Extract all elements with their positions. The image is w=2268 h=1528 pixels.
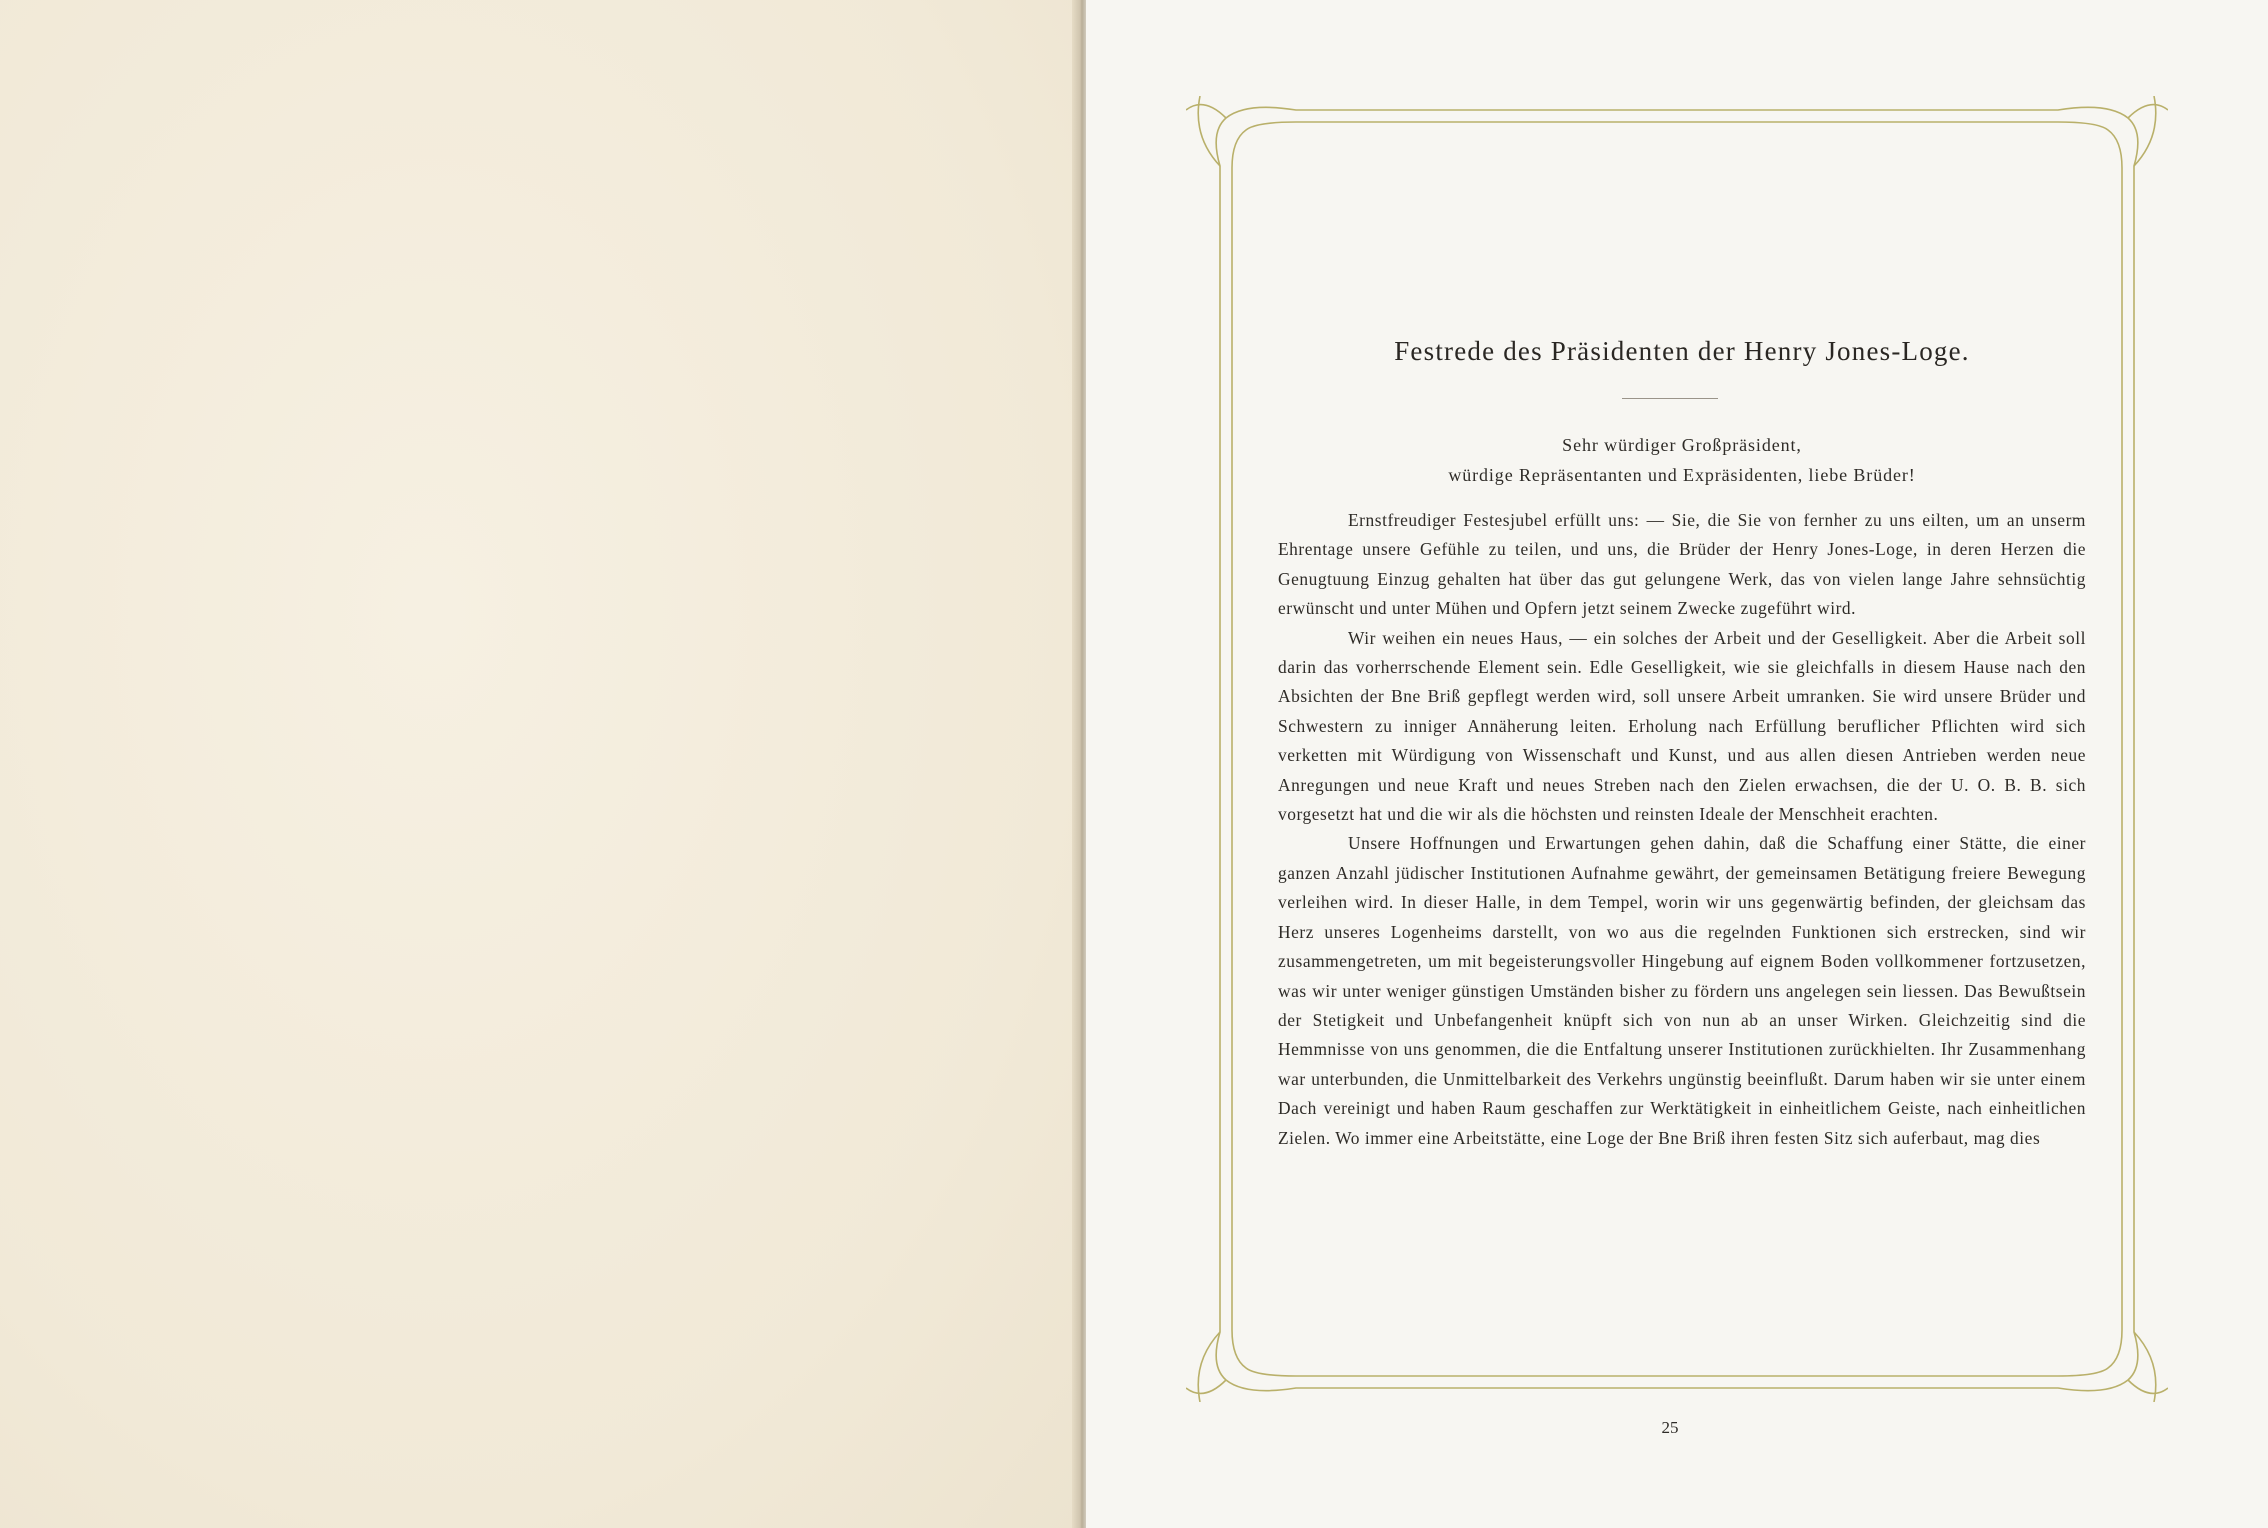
salutation (1272, 430, 2092, 490)
title-divider (1622, 398, 1718, 399)
page-title: Festrede des Präsidenten der Henry Jones-Loge. (1394, 336, 1970, 366)
paragraph: Unsere Hoffnungen und Erwartungen gehen dahin, daß die Schaffung einer Stätte, die einer ganzen Anzahl jüdischer Institutionen Aufnahme gewährt, der gemeinsamen Betätigung freiere Bewegung verleihen wird. In dieser Halle, in dem Tempel, worin wir uns gegenwärtig befinden, der gleichsam das Herz unseres Logenheims darstellt, von wo aus die regelnden Funktionen sich erstrecken, sind wir zusammengetreten, um mit begeisterungsvoller Hingebung auf eignem Boden vollkommener fortzusetzen, was wir unter weniger günstigen Umständen bisher zu fördern uns angelegen sein liessen. Das Bewußtsein der Stetigkeit und Unbefangenheit knüpft sich von nun ab an unser Wirken. Gleichzeitig sind die Hemmnisse von uns genommen, die die Entfaltung unserer Institutionen zurückhielten. Ihr Zusammenhang war unterbunden, die Unmittelbarkeit des Verkehrs ungünstig beeinflußt. Darum haben wir sie unter einem Dach vereinigt und haben Raum geschaffen zur Werktätigkeit in einheitlichem Geiste, nach einheitlichen Zielen. Wo immer eine Arbeitstätte, eine Loge der Bne Briß ihren festen Sitz sich auferbaut, mag dies (1278, 833, 2086, 1148)
paragraph: Ernstfreudiger Festesjubel erfüllt uns: — Sie, die Sie von fernher zu uns eilten, um an unserm Ehrentage unsere Gefühle zu teilen, und uns, die Brüder der Henry Jones-Loge, in deren Herzen die Genugtuung Einzug gehalten hat über das gut gelungene Werk, das von vielen lange Jahre sehnsüchtig erwünscht und unter Mühen und Opfern jetzt seinem Zwecke zugeführt wird. (1278, 510, 2086, 619)
page-number: 25 (1661, 1418, 1679, 1437)
speech-body (1278, 506, 2086, 1153)
salutation-line: würdige Repräsentanten und Expräsidenten, liebe Brüder! (1448, 465, 1916, 485)
left-page-blank (0, 0, 1078, 1528)
salutation-line: Sehr würdiger Großpräsident, (1562, 435, 1802, 455)
paragraph: Wir weihen ein neues Haus, — ein solches der Arbeit und der Geselligkeit. Aber die Arbeit soll darin das vorherrschende Element sein. Edle Geselligkeit, wie sie gleichfalls in diesem Hause nach den Absichten der Bne Briß gepflegt werden wird, soll unsere Arbeit umranken. Sie wird unsere Brüder und Schwestern zu inniger Annäherung leiten. Erholung nach Erfüllung beruflicher Pflichten wird sich verketten mit Würdigung von Wissenschaft und Kunst, und aus allen diesen Antrieben werden neue Anregungen und neue Kraft und neues Streben nach den Zielen erwachsen, die der U. O. B. B. sich vorgesetzt hat und die wir als die höchsten und reinsten Ideale der Menschheit erachten. (1278, 627, 2086, 825)
